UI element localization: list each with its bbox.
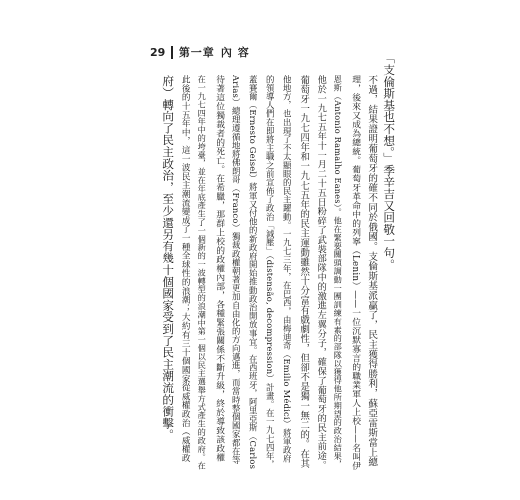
text-line: 他地方，也出現了不太顯眼的民主躍動。一九七三年，在巴西，由梅迪奇（Emilio Médici）將軍政府 (282, 75, 293, 463)
text-line: 他於一九七五年十一月二十五日粉碎了武裝部隊中的激進左翼分子，確保了葡萄牙的民主前途。 (315, 75, 327, 470)
header-divider (171, 46, 173, 59)
text-line: 理，後來又成為總統。葡萄牙革命中的列寧（Lenin）——一位沉默寡言的職業軍人上校——名叫伊 (350, 75, 361, 471)
text-line: 此後的十五年中，這一波民主潮流變成了一種全球性的浪潮；大約有三十個國家從威權政治（威權政 (180, 75, 191, 463)
page-number: 29 (150, 45, 166, 59)
text-line: Arias）總理遵循地將佛朗哥（Franco）獨裁政權朝著更加自由化的方向邁進，而當時整個國家都在等 (231, 75, 242, 465)
text-line: 府）轉向了民主政治，至少還另有幾十個國家受到了民主潮流的衝擊。 (161, 75, 176, 441)
chapter-title: 內容 (220, 46, 255, 59)
text-line: 在一九七四年中的垮臺，並在年底產生了一個新的一波轉型的浪潮中第一個以民主選舉方式產生的政府。在 (197, 75, 208, 470)
text-line: 的領導人們在即將主職之前宣佈了政治「減壓」（distensão, decompression）計畫。在一九七四年， (265, 75, 276, 469)
chapter-label: 第一章 (178, 46, 215, 59)
text-line: 待著這位獨裁者的死亡。在希臘，那群上校的政權內部，各種緊張關係不斷升級，終於導致該政權 (214, 75, 225, 462)
page-header (150, 44, 255, 60)
text-line: 恩斯（Antonio Ramalho Eanes）。他在緊要關頭調動一團訓練有素的部隊以獲得他所期望的政治結果， (333, 75, 344, 469)
text-line: 蓋賽爾（Ernesto Geisel）將軍又付他的新政府開始推動政治開放事宜。在西班牙，阿里亞斯（Carlos (248, 75, 259, 470)
text-line: 葡萄牙一九七四年和一九七五年的民主運動雖然十分富有戲劇性，但卻不是獨一無二的。在其 (298, 75, 310, 469)
text-line: 「支倫斯基也不想。」季辛吉又回敬一句。 (382, 52, 397, 271)
text-line: 不過，結果證明葡萄牙的確不同於俄國。支倫斯基派贏了，民主獲得勝利，蘇亞雷斯當上總 (366, 75, 378, 467)
